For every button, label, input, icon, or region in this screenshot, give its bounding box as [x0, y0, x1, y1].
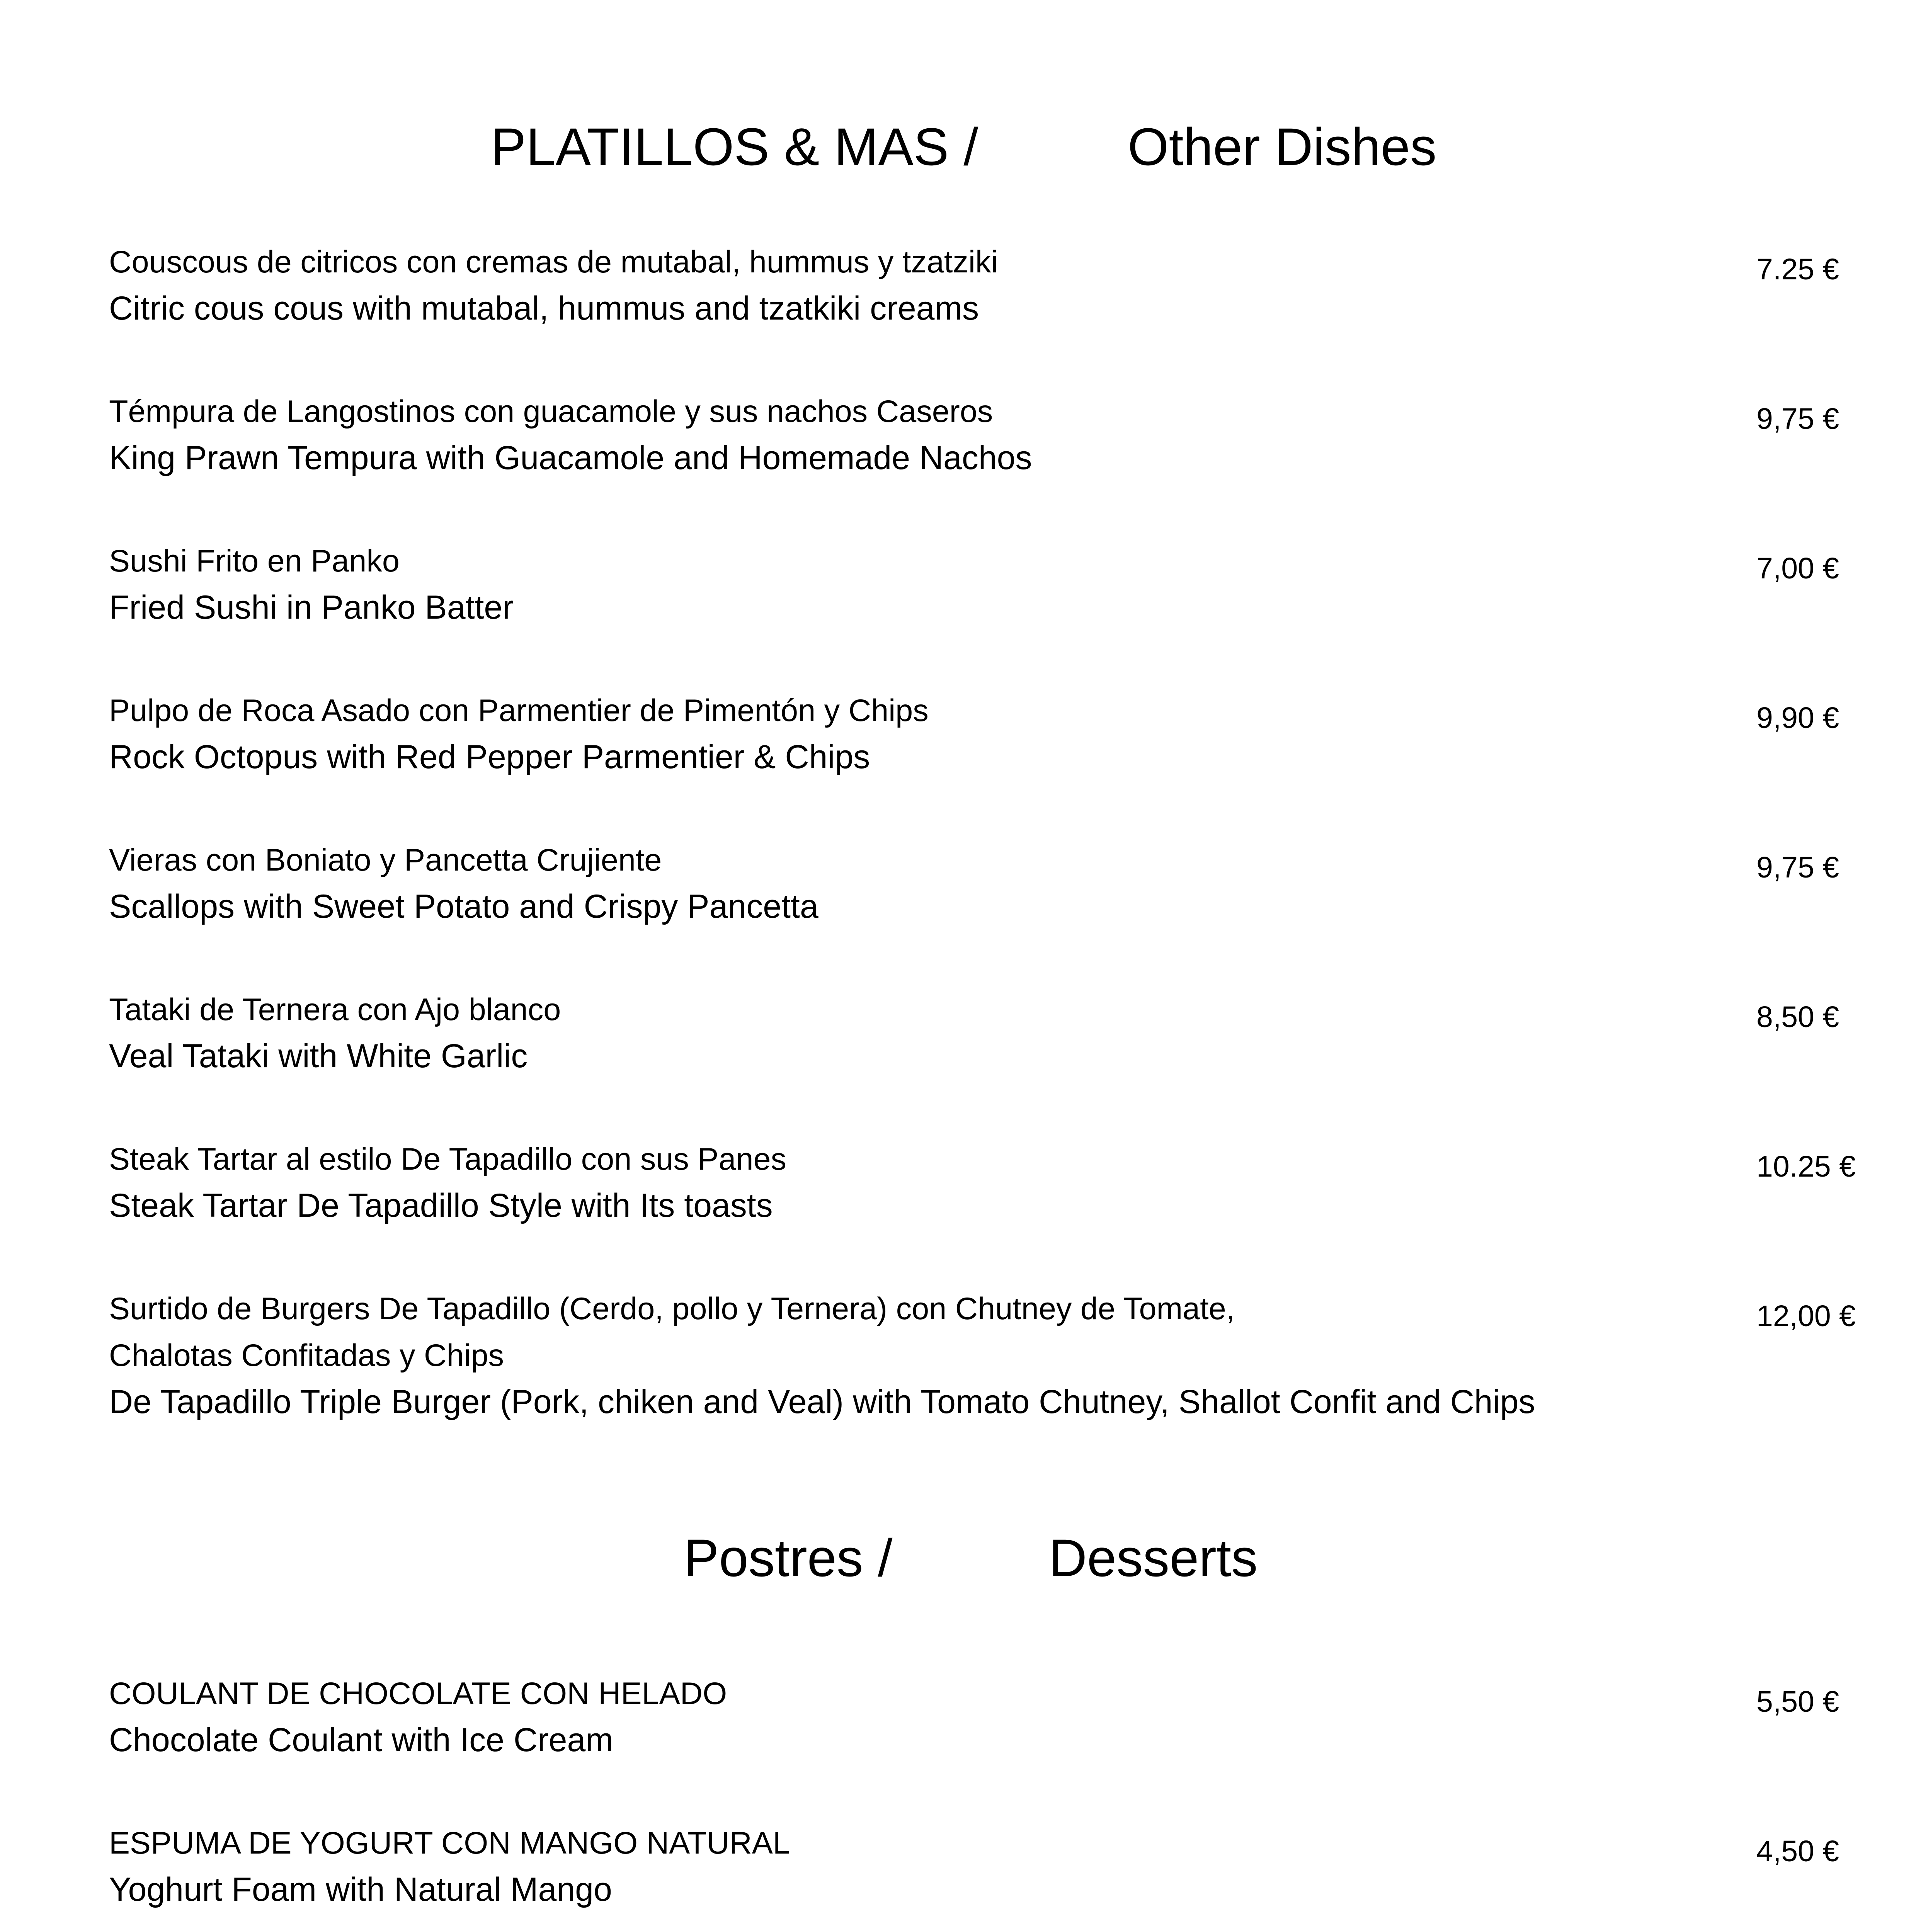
menu-item-es: Tataki de Ternera con Ajo blanco [109, 992, 561, 1027]
section-title-platillos-es: PLATILLOS & MAS / [491, 117, 978, 177]
menu-item-en: Veal Tataki with White Garlic [109, 1037, 528, 1075]
menu-item-es: ESPUMA DE YOGURT CON MANGO NATURAL [109, 1826, 790, 1861]
menu-item-en: Steak Tartar De Tapadillo Style with Its toasts [109, 1187, 773, 1224]
menu-item-es-line2: Chalotas Confitadas y Chips [109, 1338, 504, 1373]
section-title-postres-en: Desserts [1049, 1529, 1258, 1588]
menu-item-en: Citric cous cous with mutabal, hummus and tzatkiki creams [109, 290, 979, 327]
menu-item-price: 9,75 € [1756, 851, 1839, 884]
menu-item-en: De Tapadillo Triple Burger (Pork, chiken and Veal) with Tomato Chutney, Shallot Confit and Chips [109, 1383, 1535, 1420]
menu-item-en: Rock Octopus with Red Pepper Parmentier & Chips [109, 738, 870, 776]
menu-item-es: COULANT DE CHOCOLATE CON HELADO [109, 1676, 727, 1711]
menu-item-price: 4,50 € [1756, 1835, 1839, 1868]
menu-item-price: 9,75 € [1756, 402, 1839, 435]
section-title-postres-es: Postres / [684, 1529, 893, 1588]
menu-item-es: Témpura de Langostinos con guacamole y sus nachos Caseros [109, 394, 993, 429]
menu-item-en: Scallops with Sweet Potato and Crispy Pancetta [109, 888, 818, 925]
menu-item-es: Sushi Frito en Panko [109, 544, 400, 578]
menu-item-es: Vieras con Boniato y Pancetta Crujiente [109, 843, 662, 878]
menu-item-price: 7,00 € [1756, 552, 1839, 585]
menu-item-es: Surtido de Burgers De Tapadillo (Cerdo, pollo y Ternera) con Chutney de Tomate, [109, 1291, 1235, 1326]
menu-item-price: 5,50 € [1756, 1685, 1839, 1718]
menu-item-price: 12,00 € [1756, 1299, 1856, 1333]
menu-item-en: Chocolate Coulant with Ice Cream [109, 1721, 613, 1759]
menu-item-en: Yoghurt Foam with Natural Mango [109, 1871, 612, 1908]
menu-item-es: Steak Tartar al estilo De Tapadillo con sus Panes [109, 1142, 787, 1177]
menu-item-price: 10.25 € [1756, 1150, 1856, 1183]
menu-item-price: 9,90 € [1756, 701, 1839, 735]
menu-item-en: King Prawn Tempura with Guacamole and Homemade Nachos [109, 439, 1032, 476]
menu-item-es: Pulpo de Roca Asado con Parmentier de Pimentón y Chips [109, 693, 929, 728]
menu-item-price: 8,50 € [1756, 1000, 1839, 1034]
section-title-platillos-en: Other Dishes [1128, 117, 1437, 177]
menu-item-es: Couscous de citricos con cremas de mutabal, hummus y tzatziki [109, 245, 998, 279]
menu-item-price: 7.25 € [1756, 253, 1839, 286]
menu-item-en: Fried Sushi in Panko Batter [109, 589, 514, 626]
